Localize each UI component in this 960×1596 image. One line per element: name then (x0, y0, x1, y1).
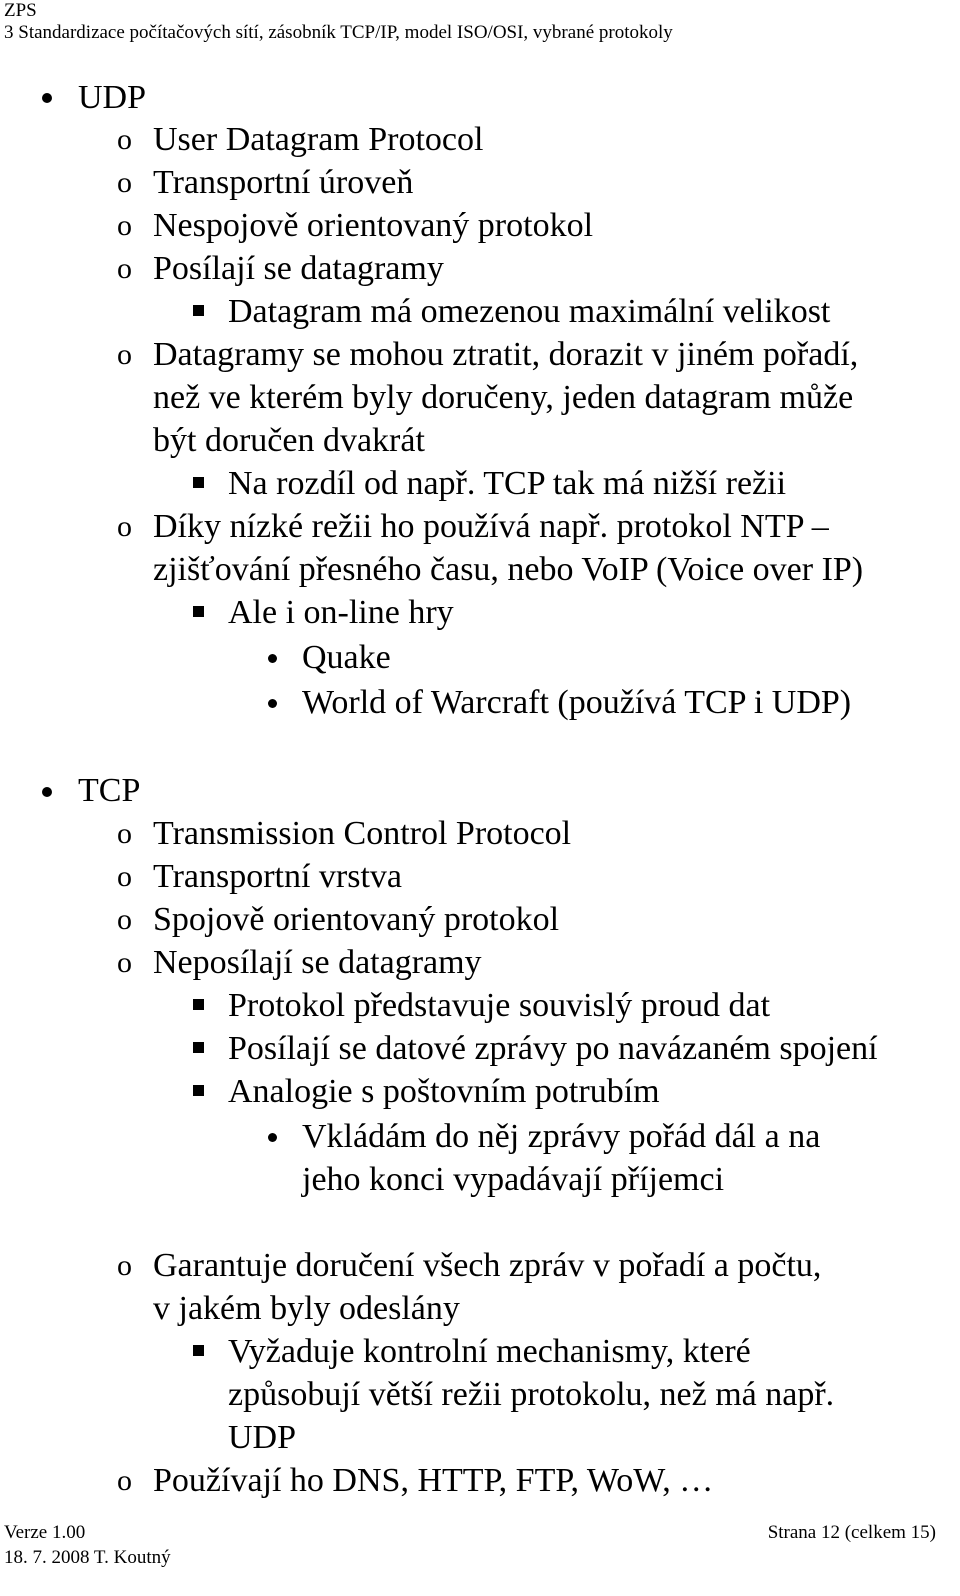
udp-subsubitem: World of Warcraft (používá TCP i UDP) (302, 684, 852, 721)
bullet-square-icon (193, 606, 204, 617)
bullet-circle-icon: o (117, 1464, 132, 1497)
bullet-square-icon (193, 1345, 204, 1356)
udp-subitem: Datagram má omezenou maximální velikost (228, 293, 831, 330)
udp-item: Datagramy se mohou ztratit, dorazit v jiném pořadí, (153, 336, 859, 373)
bullet-circle-icon: o (117, 252, 132, 285)
bullet-square-icon (193, 1042, 204, 1053)
tcp-subitem-cont: způsobují větší režii protokolu, než má např. (228, 1376, 835, 1413)
bullet-circle-icon: o (117, 338, 132, 371)
bullet-circle-icon: o (117, 510, 132, 543)
tcp-item: Transmission Control Protocol (153, 815, 572, 852)
bullet-square-icon (193, 477, 204, 488)
footer-page-number: Strana 12 (celkem 15) (767, 1522, 936, 1543)
udp-item-cont: zjišťování přesného času, nebo VoIP (Voice over IP) (153, 551, 864, 588)
tcp-subsubitem-cont: jeho konci vypadávají příjemci (302, 1161, 725, 1198)
bullet-circle-icon: o (117, 946, 132, 979)
udp-subitem: Na rozdíl od např. TCP tak má nižší režii (228, 465, 787, 502)
tcp-subitem: Vyžaduje kontrolní mechanismy, které (228, 1333, 751, 1370)
bullet-circle-icon: o (117, 860, 132, 893)
bullet-circle-icon: o (117, 166, 132, 199)
udp-item: Posílají se datagramy (153, 250, 444, 287)
bullet-square-icon (193, 999, 204, 1010)
bullet-circle-icon: o (117, 123, 132, 156)
tcp-item: Garantuje doručení všech zpráv v pořadí a počtu, (153, 1247, 822, 1284)
bullet-circle-icon: o (117, 1249, 132, 1282)
udp-item: Transportní úroveň (153, 164, 414, 201)
bullet-dot-icon (268, 654, 277, 663)
udp-item-cont: být doručen dvakrát (153, 422, 425, 459)
udp-item: User Datagram Protocol (153, 121, 484, 158)
udp-item: Nespojově orientovaný protokol (153, 207, 594, 244)
tcp-subitem-cont: UDP (228, 1419, 297, 1456)
udp-subsubitem: Quake (302, 639, 391, 676)
bullet-dot-icon (268, 1133, 277, 1142)
bullet-square-icon (193, 1085, 204, 1096)
tcp-item-cont: v jakém byly odeslány (153, 1290, 460, 1327)
udp-subitem: Ale i on-line hry (228, 594, 454, 631)
tcp-heading: TCP (78, 772, 141, 809)
bullet-circle-icon: o (117, 903, 132, 936)
udp-item-cont: než ve kterém byly doručeny, jeden datagram může (153, 379, 854, 416)
tcp-subitem: Protokol představuje souvislý proud dat (228, 987, 771, 1024)
tcp-item: Neposílají se datagramy (153, 944, 482, 981)
bullet-dot-icon (42, 787, 52, 797)
tcp-subitem: Analogie s poštovním potrubím (228, 1073, 660, 1110)
header-chapter-title: 3 Standardizace počítačových sítí, zásobník TCP/IP, model ISO/OSI, vybrané protokoly (4, 22, 673, 43)
udp-heading: UDP (78, 79, 147, 116)
header-app-name: ZPS (4, 0, 37, 21)
tcp-item: Spojově orientovaný protokol (153, 901, 560, 938)
tcp-item: Používají ho DNS, HTTP, FTP, WoW, … (153, 1462, 714, 1499)
tcp-item: Transportní vrstva (153, 858, 403, 895)
footer-date-author: 18. 7. 2008 T. Koutný (4, 1547, 171, 1568)
bullet-dot-icon (42, 93, 52, 103)
tcp-subsubitem: Vkládám do něj zprávy pořád dál a na (302, 1118, 821, 1155)
bullet-dot-icon (268, 699, 277, 708)
footer-version: Verze 1.00 (4, 1522, 86, 1543)
bullet-circle-icon: o (117, 817, 132, 850)
bullet-square-icon (193, 305, 204, 316)
bullet-circle-icon: o (117, 209, 132, 242)
tcp-subitem: Posílají se datové zprávy po navázaném spojení (228, 1030, 878, 1067)
udp-item: Díky nízké režii ho používá např. protokol NTP – (153, 508, 829, 545)
